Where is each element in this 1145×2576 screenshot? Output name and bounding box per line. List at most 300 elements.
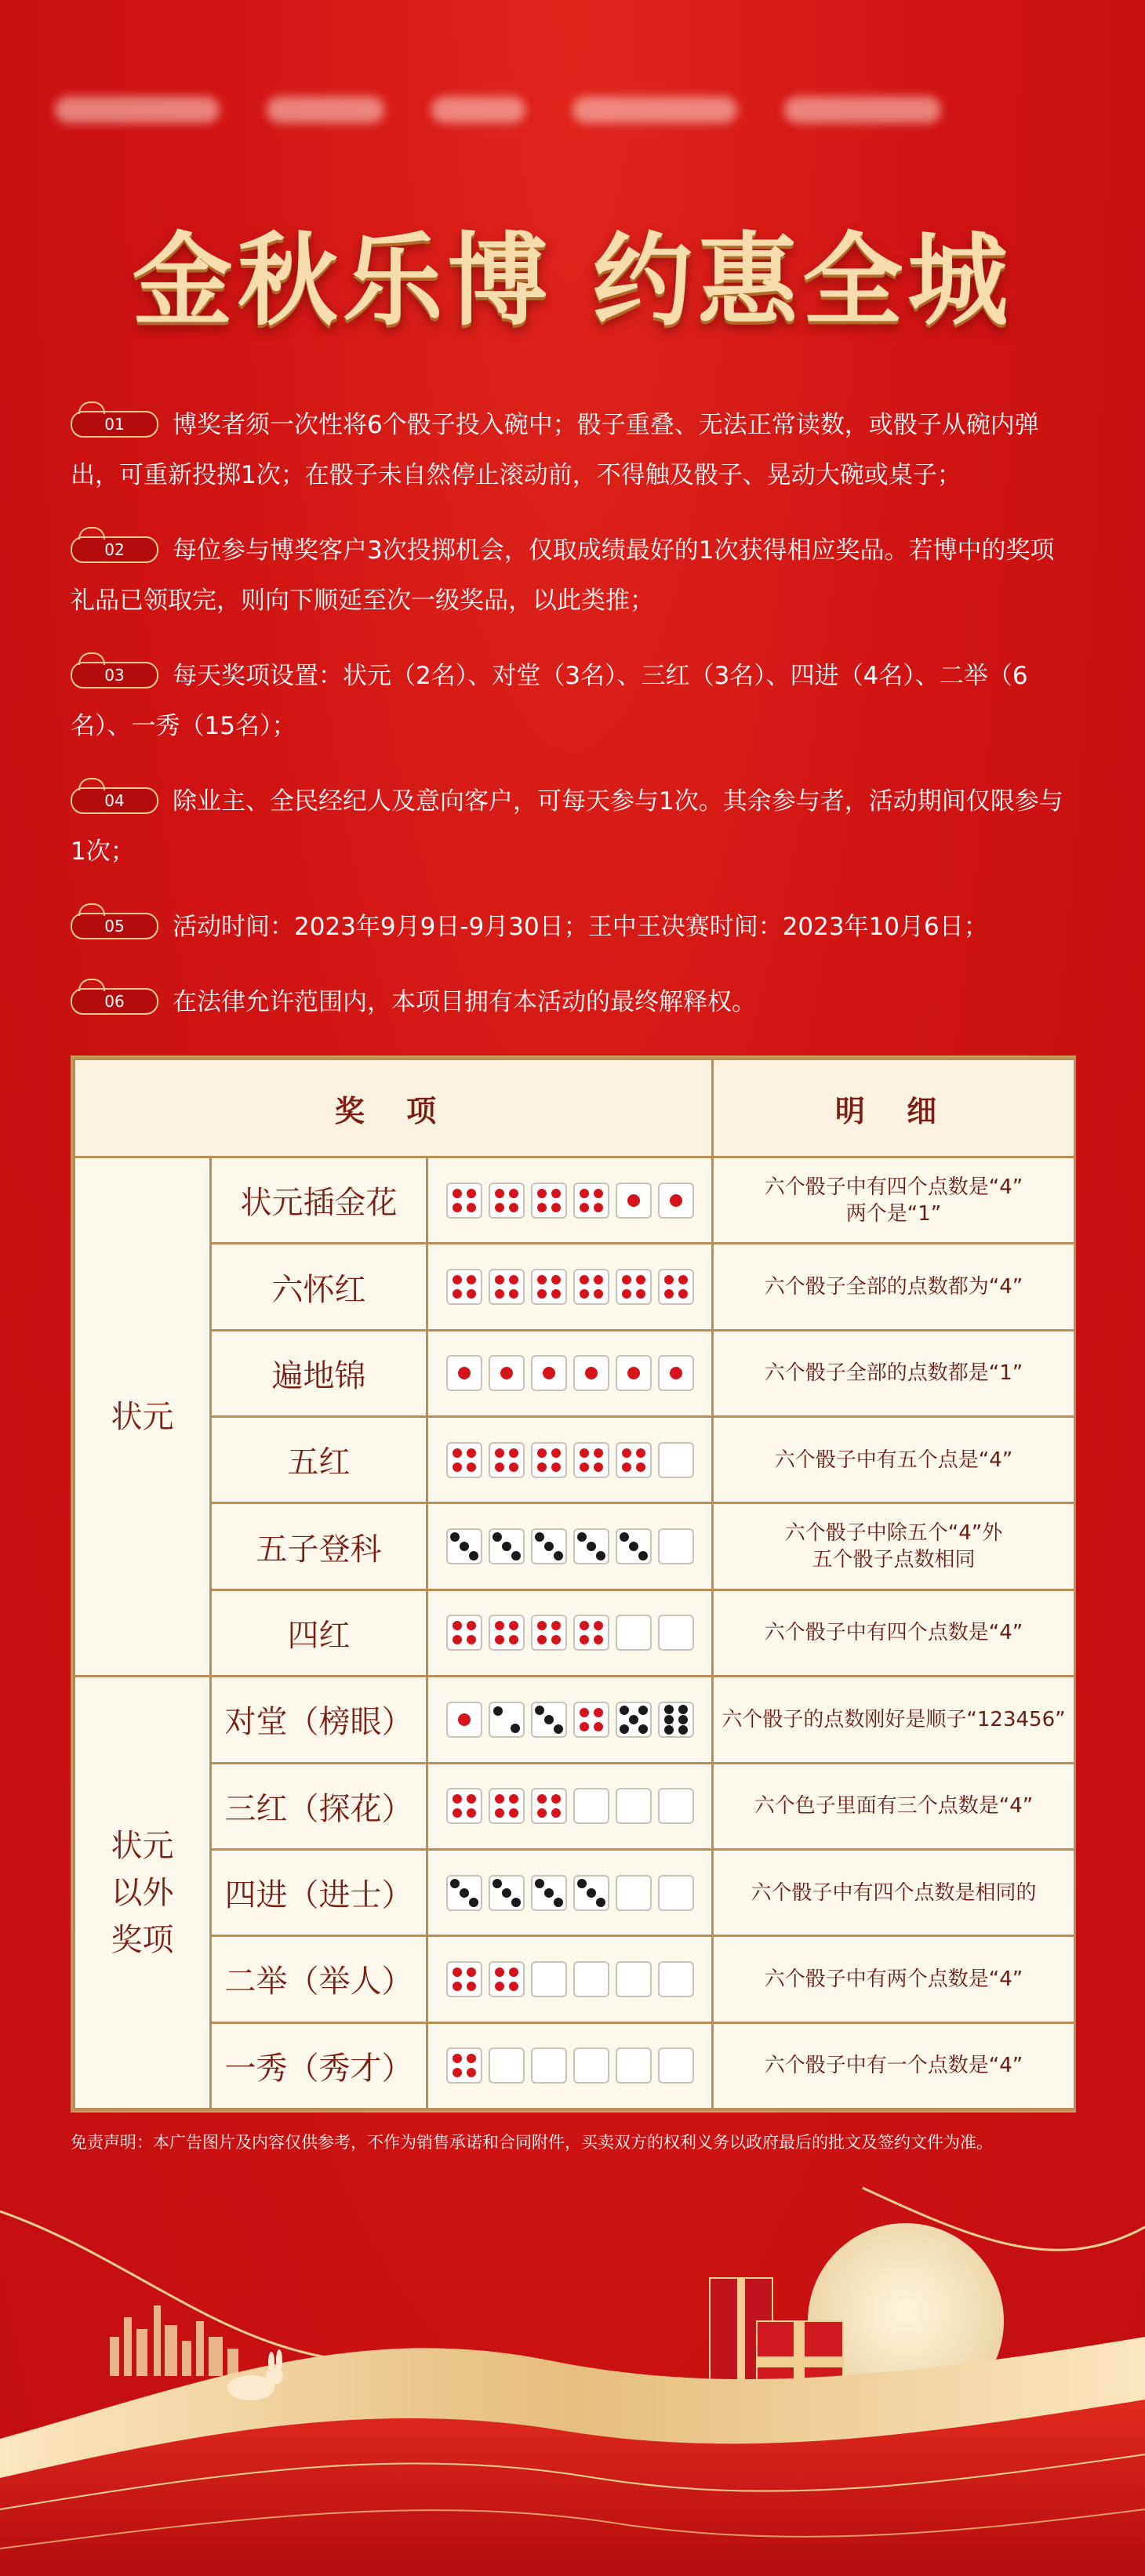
die-pip bbox=[554, 1898, 563, 1907]
die-face-4 bbox=[489, 1615, 525, 1651]
die-face-4 bbox=[489, 1183, 525, 1219]
die-pip bbox=[622, 1462, 631, 1472]
die-pip bbox=[580, 1275, 589, 1284]
die-face-4 bbox=[446, 1442, 482, 1478]
die-pip bbox=[678, 1715, 688, 1724]
die-pip bbox=[585, 1367, 598, 1379]
die-pip bbox=[551, 1794, 561, 1804]
die-pip bbox=[678, 1275, 688, 1284]
die-face-3 bbox=[616, 1528, 652, 1564]
dice-combination bbox=[427, 1590, 713, 1676]
prize-detail: 六个骰子中有四个点数是“4” bbox=[713, 1590, 1075, 1676]
die-face-4 bbox=[446, 1269, 482, 1305]
die-pip bbox=[535, 1879, 544, 1888]
rule-item bbox=[71, 525, 1074, 626]
die-pip bbox=[509, 1808, 518, 1818]
die-pip bbox=[509, 1635, 518, 1644]
die-face-1 bbox=[616, 1355, 652, 1391]
die-blank bbox=[531, 1961, 567, 1997]
die-pip bbox=[495, 1635, 504, 1644]
die-face-4 bbox=[489, 1961, 525, 1997]
rule-text: 每天奖项设置：状元（2名）、对堂（3名）、三红（3名）、四进（4名）、二举（6名）、一秀（15名）； bbox=[71, 662, 1028, 740]
dice-combination bbox=[427, 1157, 713, 1244]
die-pip bbox=[551, 1635, 561, 1644]
die-pip bbox=[458, 1367, 471, 1379]
dice-combination bbox=[427, 1244, 713, 1330]
die-pip bbox=[537, 1189, 547, 1198]
table-row bbox=[75, 1849, 1075, 1935]
table-header-prize: 奖 项 bbox=[75, 1059, 713, 1157]
die-pip bbox=[551, 1448, 561, 1458]
rule-item bbox=[71, 400, 1074, 500]
disclaimer: 免责声明：本广告图片及内容仅供参考，不作为销售承诺和合同附件，买卖双方的权利义务以政府最后的批文及签约文件为准。 bbox=[71, 2133, 993, 2152]
die-pip bbox=[636, 1275, 645, 1284]
rule-number-badge: 02 bbox=[71, 536, 158, 563]
die-face-1 bbox=[531, 1355, 567, 1391]
die-pip bbox=[580, 1448, 589, 1458]
die-pip bbox=[453, 1621, 462, 1630]
die-face-2 bbox=[489, 1702, 525, 1738]
prize-detail: 六个骰子中除五个“4”外 五个骰子点数相同 bbox=[713, 1503, 1075, 1590]
die-pip bbox=[495, 1982, 504, 1991]
die-blank bbox=[573, 1788, 609, 1824]
die-pip bbox=[537, 1203, 547, 1212]
die-pip bbox=[543, 1367, 555, 1379]
die-pip bbox=[636, 1462, 645, 1472]
die-pip bbox=[664, 1289, 674, 1299]
die-pip bbox=[537, 1794, 547, 1804]
table-row bbox=[75, 1330, 1075, 1416]
die-face-4 bbox=[489, 1442, 525, 1478]
rule-text: 博奖者须一次性将6个骰子投入碗中；骰子重叠、无法正常读数，或骰子从碗内弹出，可重新投掷1次；在骰子未自然停止滚动前，不得触及骰子、晃动大碗或桌子； bbox=[71, 411, 1039, 489]
die-pip bbox=[453, 2068, 462, 2077]
die-pip bbox=[594, 1448, 603, 1458]
die-pip bbox=[551, 1203, 561, 1212]
rule-number-badge: 01 bbox=[71, 411, 158, 438]
die-pip bbox=[502, 1542, 511, 1551]
die-face-3 bbox=[531, 1875, 567, 1911]
die-pip bbox=[453, 1275, 462, 1284]
blurred-logo bbox=[572, 96, 737, 123]
die-pip bbox=[596, 1898, 605, 1907]
die-blank bbox=[531, 2047, 567, 2084]
die-face-1 bbox=[446, 1355, 482, 1391]
rule-number-badge: 03 bbox=[71, 662, 158, 689]
prize-name: 对堂（榜眼） bbox=[211, 1677, 427, 1763]
die-pip bbox=[511, 1724, 520, 1733]
die-face-3 bbox=[489, 1875, 525, 1911]
moon-festival-illustration bbox=[0, 2180, 1145, 2576]
die-pip bbox=[493, 1706, 503, 1716]
die-pip bbox=[509, 1189, 518, 1198]
die-blank bbox=[658, 2047, 694, 2084]
die-pip bbox=[453, 1808, 462, 1818]
die-pip bbox=[580, 1635, 589, 1644]
blurred-logo bbox=[55, 96, 220, 123]
die-pip bbox=[495, 1794, 504, 1804]
die-face-4 bbox=[446, 1615, 482, 1651]
die-pip bbox=[580, 1203, 589, 1212]
die-pip bbox=[453, 2054, 462, 2063]
die-face-1 bbox=[446, 1702, 482, 1738]
die-pip bbox=[594, 1203, 603, 1212]
die-face-3 bbox=[446, 1875, 482, 1911]
die-blank bbox=[616, 2047, 652, 2084]
table-row bbox=[75, 1936, 1075, 2022]
die-pip bbox=[509, 1967, 518, 1977]
die-pip bbox=[509, 1203, 518, 1212]
die-pip bbox=[554, 1551, 563, 1560]
die-pip bbox=[596, 1551, 605, 1560]
die-face-4 bbox=[489, 1269, 525, 1305]
die-pip bbox=[467, 1635, 476, 1644]
die-pip bbox=[580, 1462, 589, 1472]
die-face-4 bbox=[531, 1183, 567, 1219]
die-face-4 bbox=[616, 1269, 652, 1305]
die-pip bbox=[467, 1448, 476, 1458]
die-pip bbox=[509, 1275, 518, 1284]
die-pip bbox=[460, 1888, 469, 1898]
die-face-4 bbox=[573, 1269, 609, 1305]
die-face-3 bbox=[531, 1528, 567, 1564]
die-pip bbox=[467, 1982, 476, 1991]
die-pip bbox=[495, 1967, 504, 1977]
die-pip bbox=[509, 1794, 518, 1804]
die-pip bbox=[594, 1708, 603, 1717]
die-pip bbox=[627, 1194, 640, 1207]
die-pip bbox=[629, 1542, 638, 1551]
die-pip bbox=[453, 1635, 462, 1644]
die-pip bbox=[551, 1462, 561, 1472]
die-pip bbox=[622, 1289, 631, 1299]
die-pip bbox=[554, 1724, 563, 1734]
table-row bbox=[75, 1417, 1075, 1503]
table-row bbox=[75, 1763, 1075, 1849]
die-pip bbox=[450, 1532, 460, 1542]
rules-list bbox=[71, 400, 1074, 1052]
die-pip bbox=[509, 1289, 518, 1299]
prize-name: 三红（探花） bbox=[211, 1763, 427, 1849]
die-face-5 bbox=[616, 1702, 652, 1738]
die-pip bbox=[678, 1705, 688, 1714]
rule-text: 每位参与博奖客户3次投掷机会，仅取成绩最好的1次获得相应奖品。若博中的奖项礼品已领取完，则向下顺延至次一级奖品，以此类推； bbox=[71, 536, 1055, 615]
die-pip bbox=[638, 1706, 648, 1715]
die-blank bbox=[658, 1442, 694, 1478]
prize-name: 四进（进士） bbox=[211, 1849, 427, 1935]
die-blank bbox=[573, 2047, 609, 2084]
die-pip bbox=[664, 1725, 674, 1735]
die-pip bbox=[594, 1462, 603, 1472]
die-pip bbox=[467, 1967, 476, 1977]
die-face-4 bbox=[531, 1442, 567, 1478]
die-blank bbox=[616, 1788, 652, 1824]
die-blank bbox=[658, 1875, 694, 1911]
die-face-4 bbox=[531, 1615, 567, 1651]
die-pip bbox=[460, 1542, 469, 1551]
die-pip bbox=[535, 1532, 544, 1542]
die-face-4 bbox=[573, 1702, 609, 1738]
die-pip bbox=[580, 1708, 589, 1717]
die-pip bbox=[495, 1462, 504, 1472]
die-pip bbox=[453, 1448, 462, 1458]
die-blank bbox=[616, 1615, 652, 1651]
die-face-1 bbox=[658, 1183, 694, 1219]
die-face-4 bbox=[531, 1269, 567, 1305]
die-face-1 bbox=[616, 1183, 652, 1219]
die-pip bbox=[551, 1289, 561, 1299]
blurred-header-bar bbox=[55, 86, 1090, 133]
die-pip bbox=[467, 1189, 476, 1198]
rule-item bbox=[71, 651, 1074, 751]
die-pip bbox=[537, 1275, 547, 1284]
die-pip bbox=[587, 1542, 596, 1551]
rule-number-badge: 06 bbox=[71, 988, 158, 1015]
die-pip bbox=[670, 1367, 682, 1379]
die-blank bbox=[658, 1961, 694, 1997]
die-pip bbox=[638, 1551, 648, 1560]
die-pip bbox=[587, 1888, 596, 1898]
rule-text: 活动时间：2023年9月9日-9月30日；王中王决赛时间：2023年10月6日； bbox=[173, 913, 988, 941]
prize-detail: 六个骰子中有两个点数是“4” bbox=[713, 1936, 1075, 2022]
die-pip bbox=[678, 1725, 688, 1735]
die-pip bbox=[537, 1289, 547, 1299]
die-pip bbox=[495, 1275, 504, 1284]
die-pip bbox=[509, 1448, 518, 1458]
city-skyline bbox=[110, 2305, 238, 2376]
die-pip bbox=[495, 1289, 504, 1299]
die-pip bbox=[551, 1189, 561, 1198]
die-face-3 bbox=[573, 1528, 609, 1564]
prize-detail: 六个骰子全部的点数都为“4” bbox=[713, 1244, 1075, 1330]
rule-item bbox=[71, 902, 1074, 952]
die-pip bbox=[537, 1448, 547, 1458]
die-face-4 bbox=[573, 1442, 609, 1478]
die-blank bbox=[658, 1528, 694, 1564]
die-pip bbox=[511, 1551, 521, 1560]
die-pip bbox=[537, 1635, 547, 1644]
prize-detail: 六个骰子中有五个点是“4” bbox=[713, 1417, 1075, 1503]
die-pip bbox=[495, 1203, 504, 1212]
die-pip bbox=[594, 1635, 603, 1644]
die-pip bbox=[469, 1898, 478, 1907]
rule-number-badge: 05 bbox=[71, 913, 158, 939]
die-face-4 bbox=[489, 1788, 525, 1824]
die-face-6 bbox=[658, 1702, 694, 1738]
die-pip bbox=[458, 1713, 471, 1726]
die-pip bbox=[537, 1808, 547, 1818]
prize-name: 二举（举人） bbox=[211, 1936, 427, 2022]
dice-combination bbox=[427, 1330, 713, 1416]
die-pip bbox=[594, 1189, 603, 1198]
die-face-4 bbox=[658, 1269, 694, 1305]
prize-detail: 六个骰子的点数刚好是顺子“123456” bbox=[713, 1677, 1075, 1763]
blurred-logo bbox=[267, 96, 384, 123]
die-pip bbox=[620, 1706, 629, 1715]
die-face-3 bbox=[531, 1702, 567, 1738]
die-pip bbox=[453, 1203, 462, 1212]
die-pip bbox=[537, 1621, 547, 1630]
rule-text: 在法律允许范围内，本项目拥有本活动的最终解释权。 bbox=[173, 988, 756, 1016]
die-pip bbox=[467, 1462, 476, 1472]
blurred-logo bbox=[431, 96, 525, 123]
die-blank bbox=[489, 2047, 525, 2084]
dice-combination bbox=[427, 1503, 713, 1590]
die-face-4 bbox=[616, 1442, 652, 1478]
die-pip bbox=[495, 1621, 504, 1630]
die-face-4 bbox=[446, 1788, 482, 1824]
dice-combination bbox=[427, 1417, 713, 1503]
dice-combination bbox=[427, 1849, 713, 1935]
die-pip bbox=[502, 1888, 511, 1898]
die-pip bbox=[664, 1705, 674, 1714]
die-face-4 bbox=[531, 1788, 567, 1824]
die-pip bbox=[627, 1367, 640, 1379]
die-face-4 bbox=[446, 1183, 482, 1219]
dice-combination bbox=[427, 1763, 713, 1849]
die-pip bbox=[620, 1532, 629, 1542]
dice-combination bbox=[427, 1677, 713, 1763]
die-pip bbox=[551, 1275, 561, 1284]
die-face-4 bbox=[573, 1615, 609, 1651]
die-pip bbox=[577, 1879, 587, 1888]
prize-detail: 六个骰子全部的点数都是“1” bbox=[713, 1330, 1075, 1416]
die-pip bbox=[622, 1448, 631, 1458]
die-pip bbox=[594, 1621, 603, 1630]
die-pip bbox=[670, 1194, 682, 1207]
rule-item bbox=[71, 776, 1074, 877]
die-pip bbox=[467, 1621, 476, 1630]
prize-name: 五红 bbox=[211, 1417, 427, 1503]
prize-detail: 六个骰子中有四个点数是相同的 bbox=[713, 1849, 1075, 1935]
table-header-detail: 明 细 bbox=[713, 1059, 1075, 1157]
die-pip bbox=[544, 1888, 554, 1898]
prize-group-label: 状元 bbox=[75, 1157, 211, 1677]
prize-name: 六怀红 bbox=[211, 1244, 427, 1330]
die-pip bbox=[495, 1808, 504, 1818]
die-pip bbox=[453, 1189, 462, 1198]
die-pip bbox=[638, 1724, 648, 1734]
die-face-3 bbox=[489, 1528, 525, 1564]
die-blank bbox=[658, 1788, 694, 1824]
die-pip bbox=[678, 1289, 688, 1299]
die-pip bbox=[469, 1551, 478, 1560]
die-pip bbox=[500, 1367, 513, 1379]
table-row bbox=[75, 1590, 1075, 1676]
table-row bbox=[75, 1503, 1075, 1590]
die-pip bbox=[580, 1289, 589, 1299]
prize-name: 五子登科 bbox=[211, 1503, 427, 1590]
die-pip bbox=[636, 1289, 645, 1299]
die-pip bbox=[577, 1532, 587, 1542]
dice-combination bbox=[427, 2022, 713, 2109]
die-pip bbox=[453, 1462, 462, 1472]
die-pip bbox=[467, 1203, 476, 1212]
die-pip bbox=[580, 1189, 589, 1198]
table-row bbox=[75, 1677, 1075, 1763]
prize-name: 遍地锦 bbox=[211, 1330, 427, 1416]
die-pip bbox=[594, 1275, 603, 1284]
die-pip bbox=[551, 1808, 561, 1818]
die-pip bbox=[544, 1542, 554, 1551]
die-pip bbox=[535, 1706, 544, 1715]
die-pip bbox=[580, 1722, 589, 1731]
die-face-4 bbox=[446, 1961, 482, 1997]
die-pip bbox=[495, 1448, 504, 1458]
prize-name: 四红 bbox=[211, 1590, 427, 1676]
table-row bbox=[75, 1244, 1075, 1330]
die-blank bbox=[573, 1961, 609, 1997]
die-blank bbox=[616, 1875, 652, 1911]
rule-text: 除业主、全民经纪人及意向客户，可每天参与1次。其余参与者，活动期间仅限参与1次； bbox=[71, 787, 1063, 866]
prize-detail: 六个色子里面有三个点数是“4” bbox=[713, 1763, 1075, 1849]
die-face-3 bbox=[446, 1528, 482, 1564]
die-pip bbox=[620, 1724, 629, 1734]
die-pip bbox=[509, 1621, 518, 1630]
prize-detail: 六个骰子中有四个点数是“4” 两个是“1” bbox=[713, 1157, 1075, 1244]
die-blank bbox=[616, 1961, 652, 1997]
die-pip bbox=[453, 1289, 462, 1299]
die-pip bbox=[467, 1808, 476, 1818]
prize-name: 一秀（秀才） bbox=[211, 2022, 427, 2109]
die-pip bbox=[509, 1982, 518, 1991]
die-blank bbox=[658, 1615, 694, 1651]
die-pip bbox=[467, 1289, 476, 1299]
die-pip bbox=[537, 1462, 547, 1472]
die-pip bbox=[495, 1189, 504, 1198]
die-pip bbox=[509, 1462, 518, 1472]
prize-table bbox=[71, 1055, 1076, 2113]
prize-name: 状元插金花 bbox=[211, 1157, 427, 1244]
die-pip bbox=[453, 1982, 462, 1991]
page-title: 金秋乐博 约惠全城 bbox=[132, 222, 1013, 340]
die-pip bbox=[580, 1621, 589, 1630]
die-face-4 bbox=[573, 1183, 609, 1219]
die-pip bbox=[493, 1879, 502, 1888]
dice-combination bbox=[427, 1936, 713, 2022]
die-pip bbox=[467, 2068, 476, 2077]
die-pip bbox=[664, 1275, 674, 1284]
die-pip bbox=[467, 1275, 476, 1284]
die-pip bbox=[636, 1448, 645, 1458]
table-row bbox=[75, 1157, 1075, 1244]
die-pip bbox=[450, 1879, 460, 1888]
die-pip bbox=[594, 1722, 603, 1731]
die-face-1 bbox=[573, 1355, 609, 1391]
die-pip bbox=[664, 1715, 674, 1724]
die-pip bbox=[467, 2054, 476, 2063]
die-pip bbox=[467, 1794, 476, 1804]
rule-item bbox=[71, 977, 1074, 1027]
prize-group-label: 状元 以外 奖项 bbox=[75, 1677, 211, 2109]
die-pip bbox=[453, 1794, 462, 1804]
die-pip bbox=[544, 1715, 554, 1724]
die-face-1 bbox=[658, 1355, 694, 1391]
blurred-logo bbox=[784, 96, 941, 123]
rule-number-badge: 04 bbox=[71, 787, 158, 814]
die-pip bbox=[493, 1532, 502, 1542]
die-face-4 bbox=[446, 2047, 482, 2084]
die-pip bbox=[453, 1967, 462, 1977]
prize-detail: 六个骰子中有一个点数是“4” bbox=[713, 2022, 1075, 2109]
die-pip bbox=[594, 1289, 603, 1299]
die-face-1 bbox=[489, 1355, 525, 1391]
die-pip bbox=[629, 1715, 638, 1724]
table-row bbox=[75, 2022, 1075, 2109]
die-pip bbox=[551, 1621, 561, 1630]
die-pip bbox=[622, 1275, 631, 1284]
die-face-3 bbox=[573, 1875, 609, 1911]
die-pip bbox=[511, 1898, 521, 1907]
